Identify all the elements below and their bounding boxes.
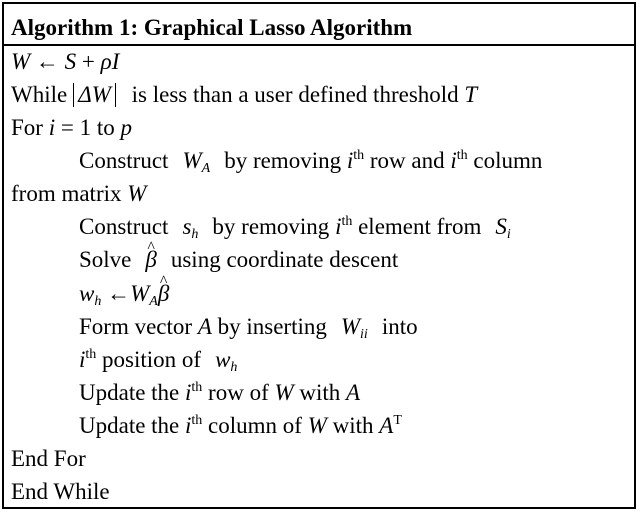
line-for: For i = 1 to p (11, 115, 132, 140)
line-from-matrix: from matrix W (11, 181, 147, 206)
line-position: $i^{th}$ position of $w_h$ (79, 347, 238, 375)
algorithm-title: Algorithm 1: Graphical Lasso Algorithm (11, 15, 413, 40)
line-form: Form vector A by inserting $W_{ii}$ into (79, 314, 418, 342)
line-update-row: Update the $i^{th}$ row of W with A (79, 380, 361, 405)
title-divider (4, 44, 634, 46)
line-construct-s: Construct $s_h$ by removing $i^{th}$ element from $S_i$ (79, 214, 511, 242)
line-update-col: Update the $i^{th}$ column of W with $A^T$ (79, 413, 402, 438)
line-end-for: End For (11, 446, 86, 471)
line-end-while: End While (11, 479, 110, 504)
line-while: While ΔW is less than a user defined threshold T (11, 82, 478, 107)
line-init: W ← S + ρI (11, 49, 120, 74)
line-construct-w: Construct $W_A$ by removing $i^{th}$ row and $i^{th}$ column (79, 148, 543, 176)
algorithm-box (2, 2, 636, 509)
line-solve: Solve^ β using coordinate descent (79, 247, 398, 273)
beta-hat: ^ β (145, 247, 156, 273)
beta-hat-assign: ^ β (158, 281, 169, 307)
line-assign: $w_h$ $\leftarrow W_A\^{}$ β (79, 281, 169, 307)
